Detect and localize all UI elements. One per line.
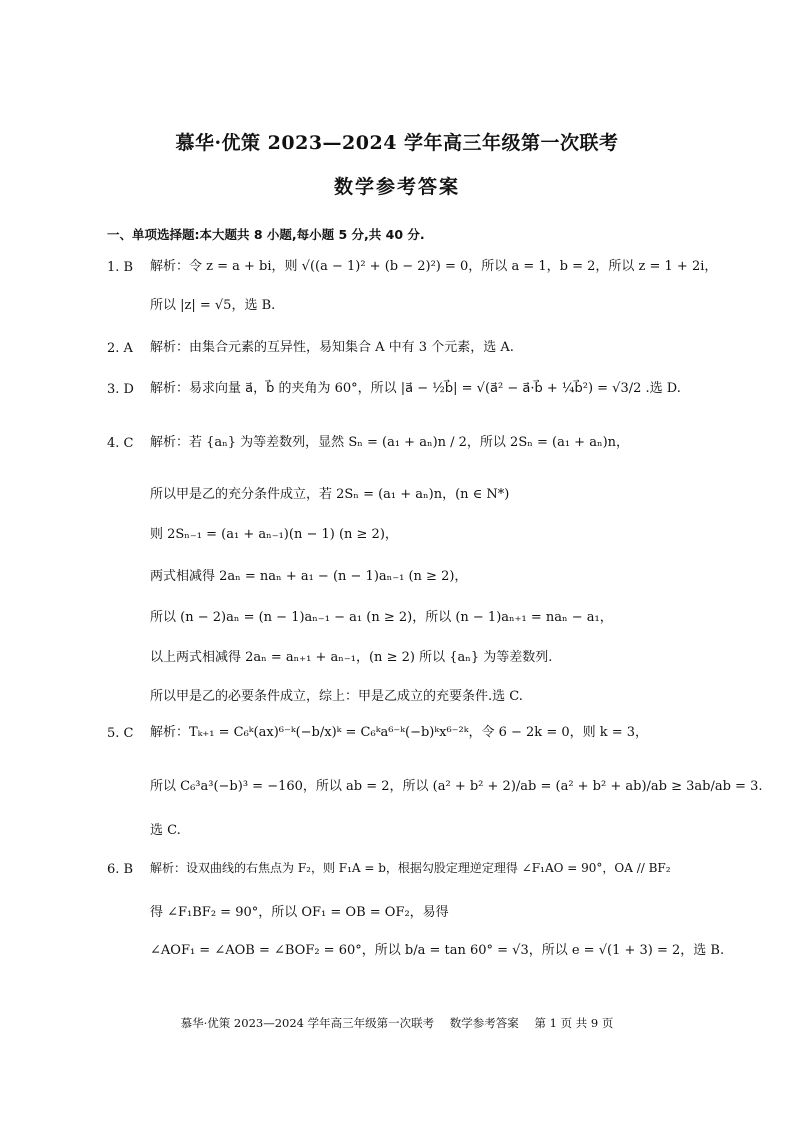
page-title: 慕华·优策 2023—2024 学年高三年级第一次联考 <box>175 132 619 154</box>
question-number: 1. B <box>107 260 134 275</box>
footer-title: 慕华·优策 2023—2024 学年高三年级第一次联考 <box>180 1016 435 1030</box>
section-heading: 一、单项选择题:本大题共 8 小题,每小题 5 分,共 40 分. <box>107 227 425 242</box>
answer-line: 所以甲是乙的充分条件成立，若 2Sₙ = (a₁ + aₙ)n，(n ∈ N*) <box>150 487 510 502</box>
question-number: 6. B <box>107 862 134 877</box>
answer-line: 得 ∠F₁BF₂ = 90°，所以 OF₁ = OB = OF₂，易得 <box>150 905 449 920</box>
answer-line: 两式相减得 2aₙ = naₙ + a₁ − (n − 1)aₙ₋₁ (n ≥ 2)， <box>150 569 468 584</box>
answer-line: 解析：若 {aₙ} 为等差数列，显然 Sₙ = (a₁ + aₙ)n / 2，所以 2Sₙ = (a₁ + aₙ)n， <box>150 435 630 450</box>
answer-line: 所以甲是乙的必要条件成立，综上：甲是乙成立的充要条件.选 C. <box>150 689 523 704</box>
answer-line: 所以 |z| = √5，选 B. <box>150 298 276 313</box>
answer-line: 解析：Tₖ₊₁ = C₆ᵏ(ax)⁶⁻ᵏ(−b/x)ᵏ = C₆ᵏa⁶⁻ᵏ(−b)ᵏx⁶⁻²ᵏ，令 6 − 2k = 0，则 k = 3， <box>150 725 649 740</box>
question-number: 4. C <box>107 436 134 451</box>
page-subtitle: 数学参考答案 <box>333 176 460 198</box>
question-number: 2. A <box>107 341 133 356</box>
answer-line: 选 C. <box>150 823 181 838</box>
answer-line: 则 2Sₙ₋₁ = (a₁ + aₙ₋₁)(n − 1) (n ≥ 2)， <box>150 527 398 542</box>
page-footer <box>0 1015 794 1031</box>
question-number: 3. D <box>107 382 134 397</box>
answer-line: ∠AOF₁ = ∠AOB = ∠BOF₂ = 60°，所以 b/a = tan 60° = √3，所以 e = √(1 + 3) = 2，选 B. <box>150 943 725 958</box>
answer-line: 解析：易求向量 a⃗，b⃗ 的夹角为 60°，所以 |a⃗ − ½b⃗| = √(a⃗² − a⃗·b⃗ + ¼b⃗²) = √3/2 .选 D. <box>150 381 681 396</box>
answer-line: 解析：令 z = a + bi，则 √((a − 1)² + (b − 2)²) = 0，所以 a = 1，b = 2，所以 z = 1 + 2i， <box>150 259 718 274</box>
answer-line: 所以 C₆³a³(−b)³ = −160，所以 ab = 2，所以 (a² + b² + 2)/ab = (a² + b² + ab)/ab ≥ 3ab/ab = 3. <box>150 779 763 794</box>
answer-line: 解析：设双曲线的右焦点为 F₂，则 F₁A = b，根据勾股定理逆定理得 ∠F₁AO = 90°，OA // BF₂ <box>150 861 671 875</box>
answer-line: 以上两式相减得 2aₙ = aₙ₊₁ + aₙ₋₁，(n ≥ 2) 所以 {aₙ} 为等差数列. <box>150 650 553 665</box>
answer-line: 解析：由集合元素的互异性，易知集合 A 中有 3 个元素，选 A. <box>150 340 514 355</box>
footer-page-number: 第 1 页 共 9 页 <box>534 1016 614 1030</box>
question-number: 5. C <box>107 726 134 741</box>
answer-line: 所以 (n − 2)aₙ = (n − 1)aₙ₋₁ − a₁ (n ≥ 2)，所以 (n − 1)aₙ₊₁ = naₙ − a₁， <box>150 610 613 625</box>
footer-doc: 数学参考答案 <box>449 1016 519 1030</box>
